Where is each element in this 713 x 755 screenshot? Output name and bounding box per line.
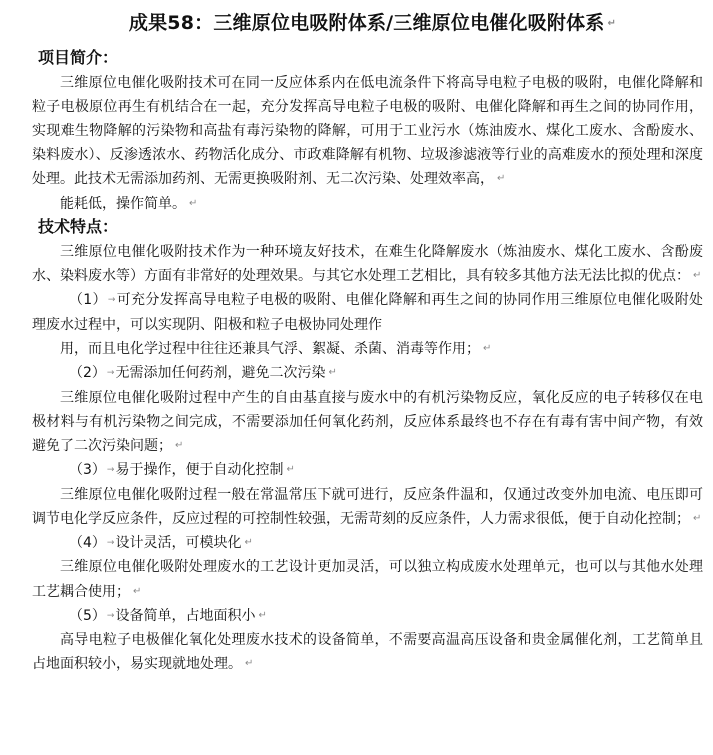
paragraph-mark-icon: ↵ [244, 537, 253, 549]
feature-item-heading: （5）→设备简单，占地面积小 ↵ [69, 608, 267, 625]
tab-arrow-icon: → [106, 538, 115, 549]
paragraph-mark-icon: ↵ [328, 367, 337, 379]
features-heading: 技术特点： [38, 216, 119, 236]
tab-arrow-icon: → [106, 368, 115, 379]
paragraph-mark-icon: ↵ [258, 609, 267, 621]
document-title [32, 10, 703, 37]
feature-item-heading: （3）→易于操作，便于自动化控制 ↵ [69, 462, 295, 479]
feature-item-heading: （4）→设计灵活，可模块化 ↵ [69, 535, 253, 552]
tab-arrow-icon: → [106, 610, 115, 621]
title-text: 成果58：三维原位电吸附体系/三维原位电催化吸附体系 [128, 12, 605, 34]
feature-item-heading: （1）→可充分发挥高导电粒子电极的吸附、电催化降解和再生之间的协同作用三维原位电催化吸附处理废水过程中，可以实现阴、阳极和粒子电极协同处理作 [32, 292, 703, 333]
feature-item-detail: 三维原位电催化吸附过程一般在常温常压下就可进行，反应条件温和，仅通过改变外加电流、电压即可调节电化学反应条件，反应过程的可控制性较强，无需苛刻的反应条件，人力需求很低，便于自动化控制； ↵ [32, 486, 703, 527]
intro-paragraph: 能耗低，操作简单。 ↵ [60, 195, 198, 212]
intro-paragraph: 三维原位电催化吸附技术可在同一反应体系内在低电流条件下将高导电粒子电极的吸附，电催化降解和粒子电极原位再生有机结合在一起，充分发挥高导电粒子电极的吸附、电催化降解和再生之间的协同作用，实现难生物降解的污染物和高盐有毒污染物的降解，可用于工业污水（炼油废水、煤化工废水、含酚废水、染料废水）、反渗透浓水、药物活化成分、市政难降解有机物、垃圾渗滤液等行业的高难废水的预处理和深度处理。此技术无需添加药剂、无需更换吸附剂、无二次污染、处理效率高， ↵ [32, 74, 703, 188]
paragraph-mark-icon: ↵ [175, 440, 184, 451]
paragraph-mark-icon: ↵ [133, 585, 142, 597]
paragraph-mark-icon: ↵ [483, 342, 492, 354]
feature-item-detail: 高导电粒子电极催化氧化处理废水技术的设备简单，不需要高温高压设备和贵金属催化剂，工艺简单且占地面积较小，易实现就地处理。 ↵ [32, 632, 703, 673]
tab-arrow-icon: → [107, 295, 116, 306]
feature-item-heading: （2）→无需添加任何药剂，避免二次污染 ↵ [69, 365, 337, 382]
paragraph-mark-icon: ↵ [245, 658, 254, 670]
feature-item-detail: 用，而且电化学过程中往往还兼具气浮、絮凝、杀菌、消毒等作用； ↵ [60, 341, 492, 358]
tab-arrow-icon: → [106, 465, 115, 476]
paragraph-mark-icon: ↵ [693, 512, 702, 524]
feature-item-detail: 三维原位电催化吸附过程中产生的自由基直接与废水中的有机污染物反应，氧化反应的电子转移仅在电极材料与有机污染物之间完成，不需要添加任何氧化药剂，反应体系最终也不存在有毒有害中间产物，有效避免了二次污染问题； ↵ [32, 389, 703, 455]
paragraph-mark-icon: ↵ [607, 17, 617, 29]
paragraph-mark-icon: ↵ [693, 270, 702, 282]
paragraph-mark-icon: ↵ [286, 464, 295, 476]
intro-heading: 项目简介： [38, 47, 119, 67]
paragraph-mark-icon: ↵ [189, 197, 198, 209]
feature-item-detail: 三维原位电催化吸附处理废水的工艺设计更加灵活，可以独立构成废水处理单元，也可以与其他水处理工艺耦合使用； ↵ [32, 559, 703, 600]
features-lead-paragraph: 三维原位电催化吸附技术作为一种环境友好技术，在难生化降解废水（炼油废水、煤化工废水、含酚废水、染料废水等）方面有非常好的处理效果。与其它水处理工艺相比，具有较多其他方法无法比拟的优点： ↵ [32, 243, 703, 285]
paragraph-mark-icon: ↵ [497, 173, 506, 185]
